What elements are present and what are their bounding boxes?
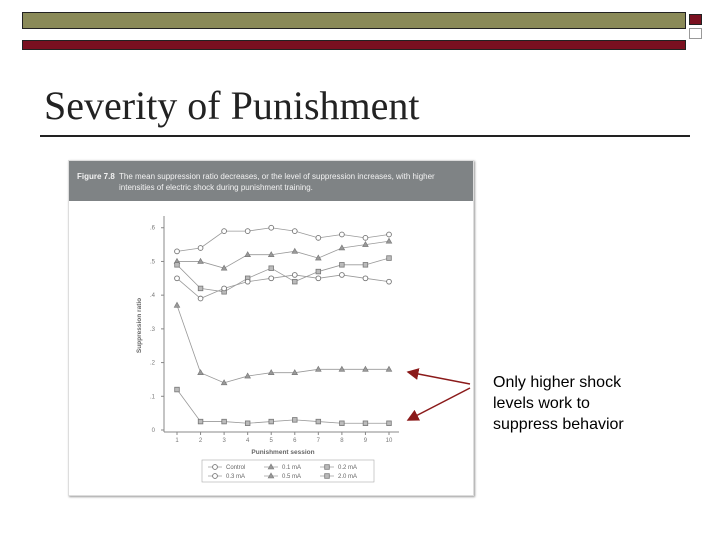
series-5-point <box>339 366 345 371</box>
series-5-point <box>316 366 322 371</box>
series-6-point <box>292 418 297 423</box>
series-line-6 <box>177 390 389 424</box>
series-1-point <box>222 229 227 234</box>
maroon-bar <box>22 40 686 50</box>
series-4-point <box>363 276 368 281</box>
x-tick-label: 7 <box>316 438 321 444</box>
maroon-square <box>689 14 702 25</box>
series-3-point <box>387 256 392 261</box>
y-tick-label: .1 <box>149 394 155 401</box>
legend-marker <box>213 465 218 470</box>
series-line-1 <box>177 228 389 252</box>
legend-label: 0.2 mA <box>338 465 358 471</box>
title-underline <box>40 135 690 137</box>
series-2-point <box>292 248 298 253</box>
series-4-point <box>222 286 227 291</box>
series-6-point <box>222 419 227 424</box>
series-1-point <box>198 246 203 251</box>
series-6-point <box>198 419 203 424</box>
legend-label: 0.1 mA <box>282 465 302 471</box>
y-tick-label: .2 <box>149 360 155 367</box>
legend-label: Control <box>226 465 246 471</box>
y-tick-label: .5 <box>149 259 155 266</box>
series-1-point <box>245 229 250 234</box>
legend-marker <box>325 474 330 479</box>
series-3-point <box>363 263 368 268</box>
legend-label: 2.0 mA <box>338 474 358 480</box>
series-2-point <box>198 258 204 263</box>
series-line-3 <box>177 258 389 292</box>
annotation-note: Only higher shock levels work to suppress behavior <box>493 374 624 433</box>
x-tick-label: 8 <box>340 438 344 444</box>
series-1-point <box>339 232 344 237</box>
series-3-point <box>316 269 321 274</box>
series-4-point <box>292 273 297 278</box>
series-4-point <box>387 279 392 284</box>
series-5-point <box>386 366 392 371</box>
series-1-point <box>292 229 297 234</box>
series-6-point <box>175 387 180 392</box>
series-1-point <box>316 235 321 240</box>
series-2-point <box>245 252 251 257</box>
y-tick-label: .6 <box>149 225 155 232</box>
series-5-point <box>174 302 180 307</box>
series-line-5 <box>177 305 389 383</box>
series-3-point <box>269 266 274 271</box>
x-tick-label: 9 <box>363 438 368 444</box>
series-5-point <box>363 366 369 371</box>
y-tick-label: .4 <box>149 293 155 300</box>
series-1-point <box>175 249 180 254</box>
series-4-point <box>316 276 321 281</box>
line-chart <box>69 161 473 495</box>
series-5-point <box>198 370 204 375</box>
series-3-point <box>175 263 180 268</box>
series-4-point <box>175 276 180 281</box>
x-tick-label: 6 <box>293 438 297 444</box>
top-decorative-bar <box>22 12 706 38</box>
figure-panel <box>68 160 474 496</box>
figure-caption: The mean suppression ratio decreases, or the level of suppression increases, with higher intensities of electric shock during punishment training. <box>119 172 435 192</box>
series-line-4 <box>177 275 389 299</box>
figure-label: Figure 7.8 <box>77 172 115 181</box>
series-3-point <box>292 279 297 284</box>
series-4-point <box>269 276 274 281</box>
y-tick-label: .3 <box>149 326 155 333</box>
series-1-point <box>269 225 274 230</box>
series-6-point <box>269 419 274 424</box>
series-3-point <box>198 286 203 291</box>
series-2-point <box>386 238 392 243</box>
series-6-point <box>363 421 368 426</box>
series-1-point <box>387 232 392 237</box>
legend-label: 0.5 mA <box>282 474 302 480</box>
legend-label: 0.3 mA <box>226 474 246 480</box>
series-1-point <box>363 235 368 240</box>
series-6-point <box>340 421 345 426</box>
series-4-point <box>245 279 250 284</box>
slide-title: Severity of Punishment <box>44 83 420 128</box>
series-6-point <box>387 421 392 426</box>
x-tick-label: 3 <box>222 438 226 444</box>
series-6-point <box>316 419 321 424</box>
series-4-point <box>198 296 203 301</box>
olive-bar <box>22 12 686 29</box>
x-tick-label: 10 <box>385 438 393 444</box>
legend-marker <box>213 474 218 479</box>
series-4-point <box>339 273 344 278</box>
legend-marker <box>325 465 330 470</box>
series-3-point <box>340 263 345 268</box>
series-5-point <box>268 370 274 375</box>
series-6-point <box>245 421 250 426</box>
y-axis-label: Suppression ratio <box>136 297 143 354</box>
x-axis-label: Punishment session <box>251 449 315 456</box>
x-tick-label: 1 <box>175 438 179 444</box>
x-tick-label: 5 <box>269 438 273 444</box>
x-tick-label: 4 <box>245 438 250 444</box>
white-square <box>689 28 702 39</box>
y-tick-label: 0 <box>151 428 155 434</box>
x-tick-label: 2 <box>198 438 203 444</box>
series-line-2 <box>177 241 389 268</box>
